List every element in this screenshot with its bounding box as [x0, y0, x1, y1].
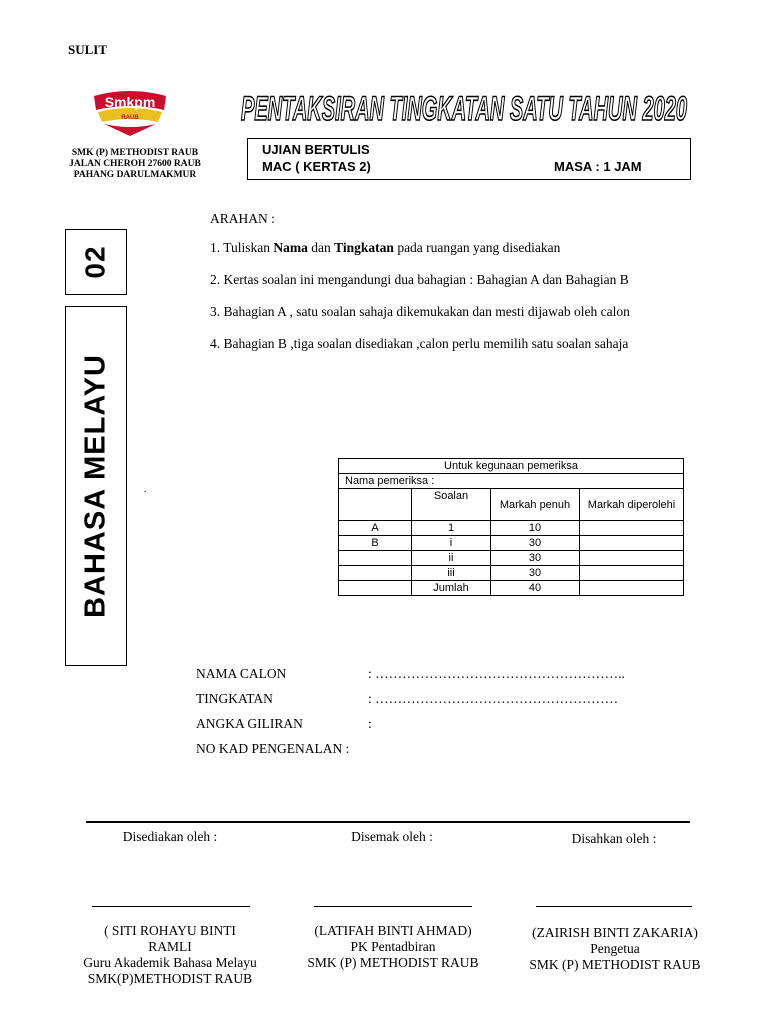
school-name: SMK (P) METHODIST RAUB [71, 148, 199, 158]
form-label: TINGKATAN [196, 691, 273, 706]
ic-number-label: NO KAD PENGENALAN : [196, 741, 350, 756]
school-logo [90, 88, 170, 138]
instruction-4: 4. Bahagian B ,tiga soalan disediakan ,calon perlu memilih satu soalan sahaja [210, 336, 629, 351]
candidate-name-field: : ……………………………………………….. [368, 666, 625, 681]
prepared-by-name-1: ( SITI ROHAYU BINTI [104, 923, 236, 938]
instructions [210, 210, 667, 367]
exam-info-box [247, 138, 691, 180]
school-street: JALAN CHEROH 27600 RAUB [69, 159, 201, 169]
logo-text: Smkpm [104, 94, 156, 110]
checked-by-name: (LATIFAH BINTI AHMAD) [314, 923, 472, 938]
paper-code: 02 [80, 245, 111, 279]
prepared-signature-line [92, 906, 250, 907]
logo-subtext: RAUB [121, 115, 139, 121]
prepared-by-name-2: RAMLI [148, 939, 192, 954]
table-row-total: Jumlah 40 [339, 581, 684, 596]
header-soalan: Soalan [412, 489, 491, 521]
approved-signature-line [536, 906, 692, 907]
table-row: iii 30 [339, 566, 684, 581]
approved-by-name: (ZAIRISH BINTI ZAKARIA) [532, 925, 698, 940]
school-state: PAHANG DARULMAKMUR [73, 170, 197, 180]
exam-duration: MASA : 1 JAM [554, 159, 642, 174]
paper-number: MAC ( KERTAS 2) [262, 159, 371, 174]
header-blank [339, 489, 412, 521]
approved-by-role: Disahkan oleh : [571, 831, 657, 846]
table-row: A 1 10 [339, 521, 684, 536]
paper-type: UJIAN BERTULIS [262, 142, 370, 157]
paper-code-box [65, 229, 127, 295]
prepared-by-title: Guru Akademik Bahasa Melayu [83, 955, 257, 970]
instruction-1: 1. Tuliskan Nama dan Tingkatan pada ruangan yang disediakan [210, 240, 561, 255]
checked-by-block [286, 923, 500, 971]
index-number-label: ANGKA GILIRAN [196, 716, 303, 731]
confidential-label: SULIT [68, 42, 108, 57]
examiner-name-label: Nama pemeriksa : [339, 474, 684, 489]
form-field: : ……………………………………………… [368, 691, 619, 706]
subject-box [65, 306, 127, 666]
approved-by-block [508, 925, 722, 973]
prepared-by-role: Disediakan oleh : [122, 829, 218, 844]
checked-by-title: PK Pentadbiran [350, 939, 436, 954]
examiner-table [338, 458, 684, 596]
instructions-heading: ARAHAN : [210, 211, 275, 226]
candidate-name-label: NAMA CALON [196, 666, 287, 681]
header-markah-penuh: Markah penuh [491, 489, 580, 521]
index-number-field: : [368, 716, 372, 731]
checked-by-org: SMK (P) METHODIST RAUB [307, 955, 479, 970]
checked-signature-line [314, 906, 472, 907]
prepared-by-org: SMK(P)METHODIST RAUB [87, 971, 253, 986]
table-row: ii 30 [339, 551, 684, 566]
exam-title [238, 84, 690, 130]
prepared-by-block [70, 923, 270, 987]
checked-by-role: Disemak oleh : [351, 829, 433, 844]
table-row: B i 30 [339, 536, 684, 551]
subject-name: BAHASA MELAYU [79, 354, 112, 618]
signature-divider [86, 821, 690, 823]
approved-by-org: SMK (P) METHODIST RAUB [529, 957, 701, 972]
school-address [40, 148, 230, 181]
approved-by-title: Pengetua [590, 941, 640, 956]
stray-mark: . [144, 484, 147, 495]
examiner-table-title: Untuk kegunaan pemeriksa [339, 459, 684, 474]
instruction-2: 2. Kertas soalan ini mengandungi dua bahagian : Bahagian A dan Bahagian B [210, 272, 629, 287]
instruction-3: 3. Bahagian A , satu soalan sahaja dikemukakan dan mesti dijawab oleh calon [210, 304, 630, 319]
header-markah-diperolehi: Markah diperolehi [580, 489, 684, 521]
exam-title-text: PENTAKSIRAN TINGKATAN SATU TAHUN 2020 [241, 90, 688, 128]
